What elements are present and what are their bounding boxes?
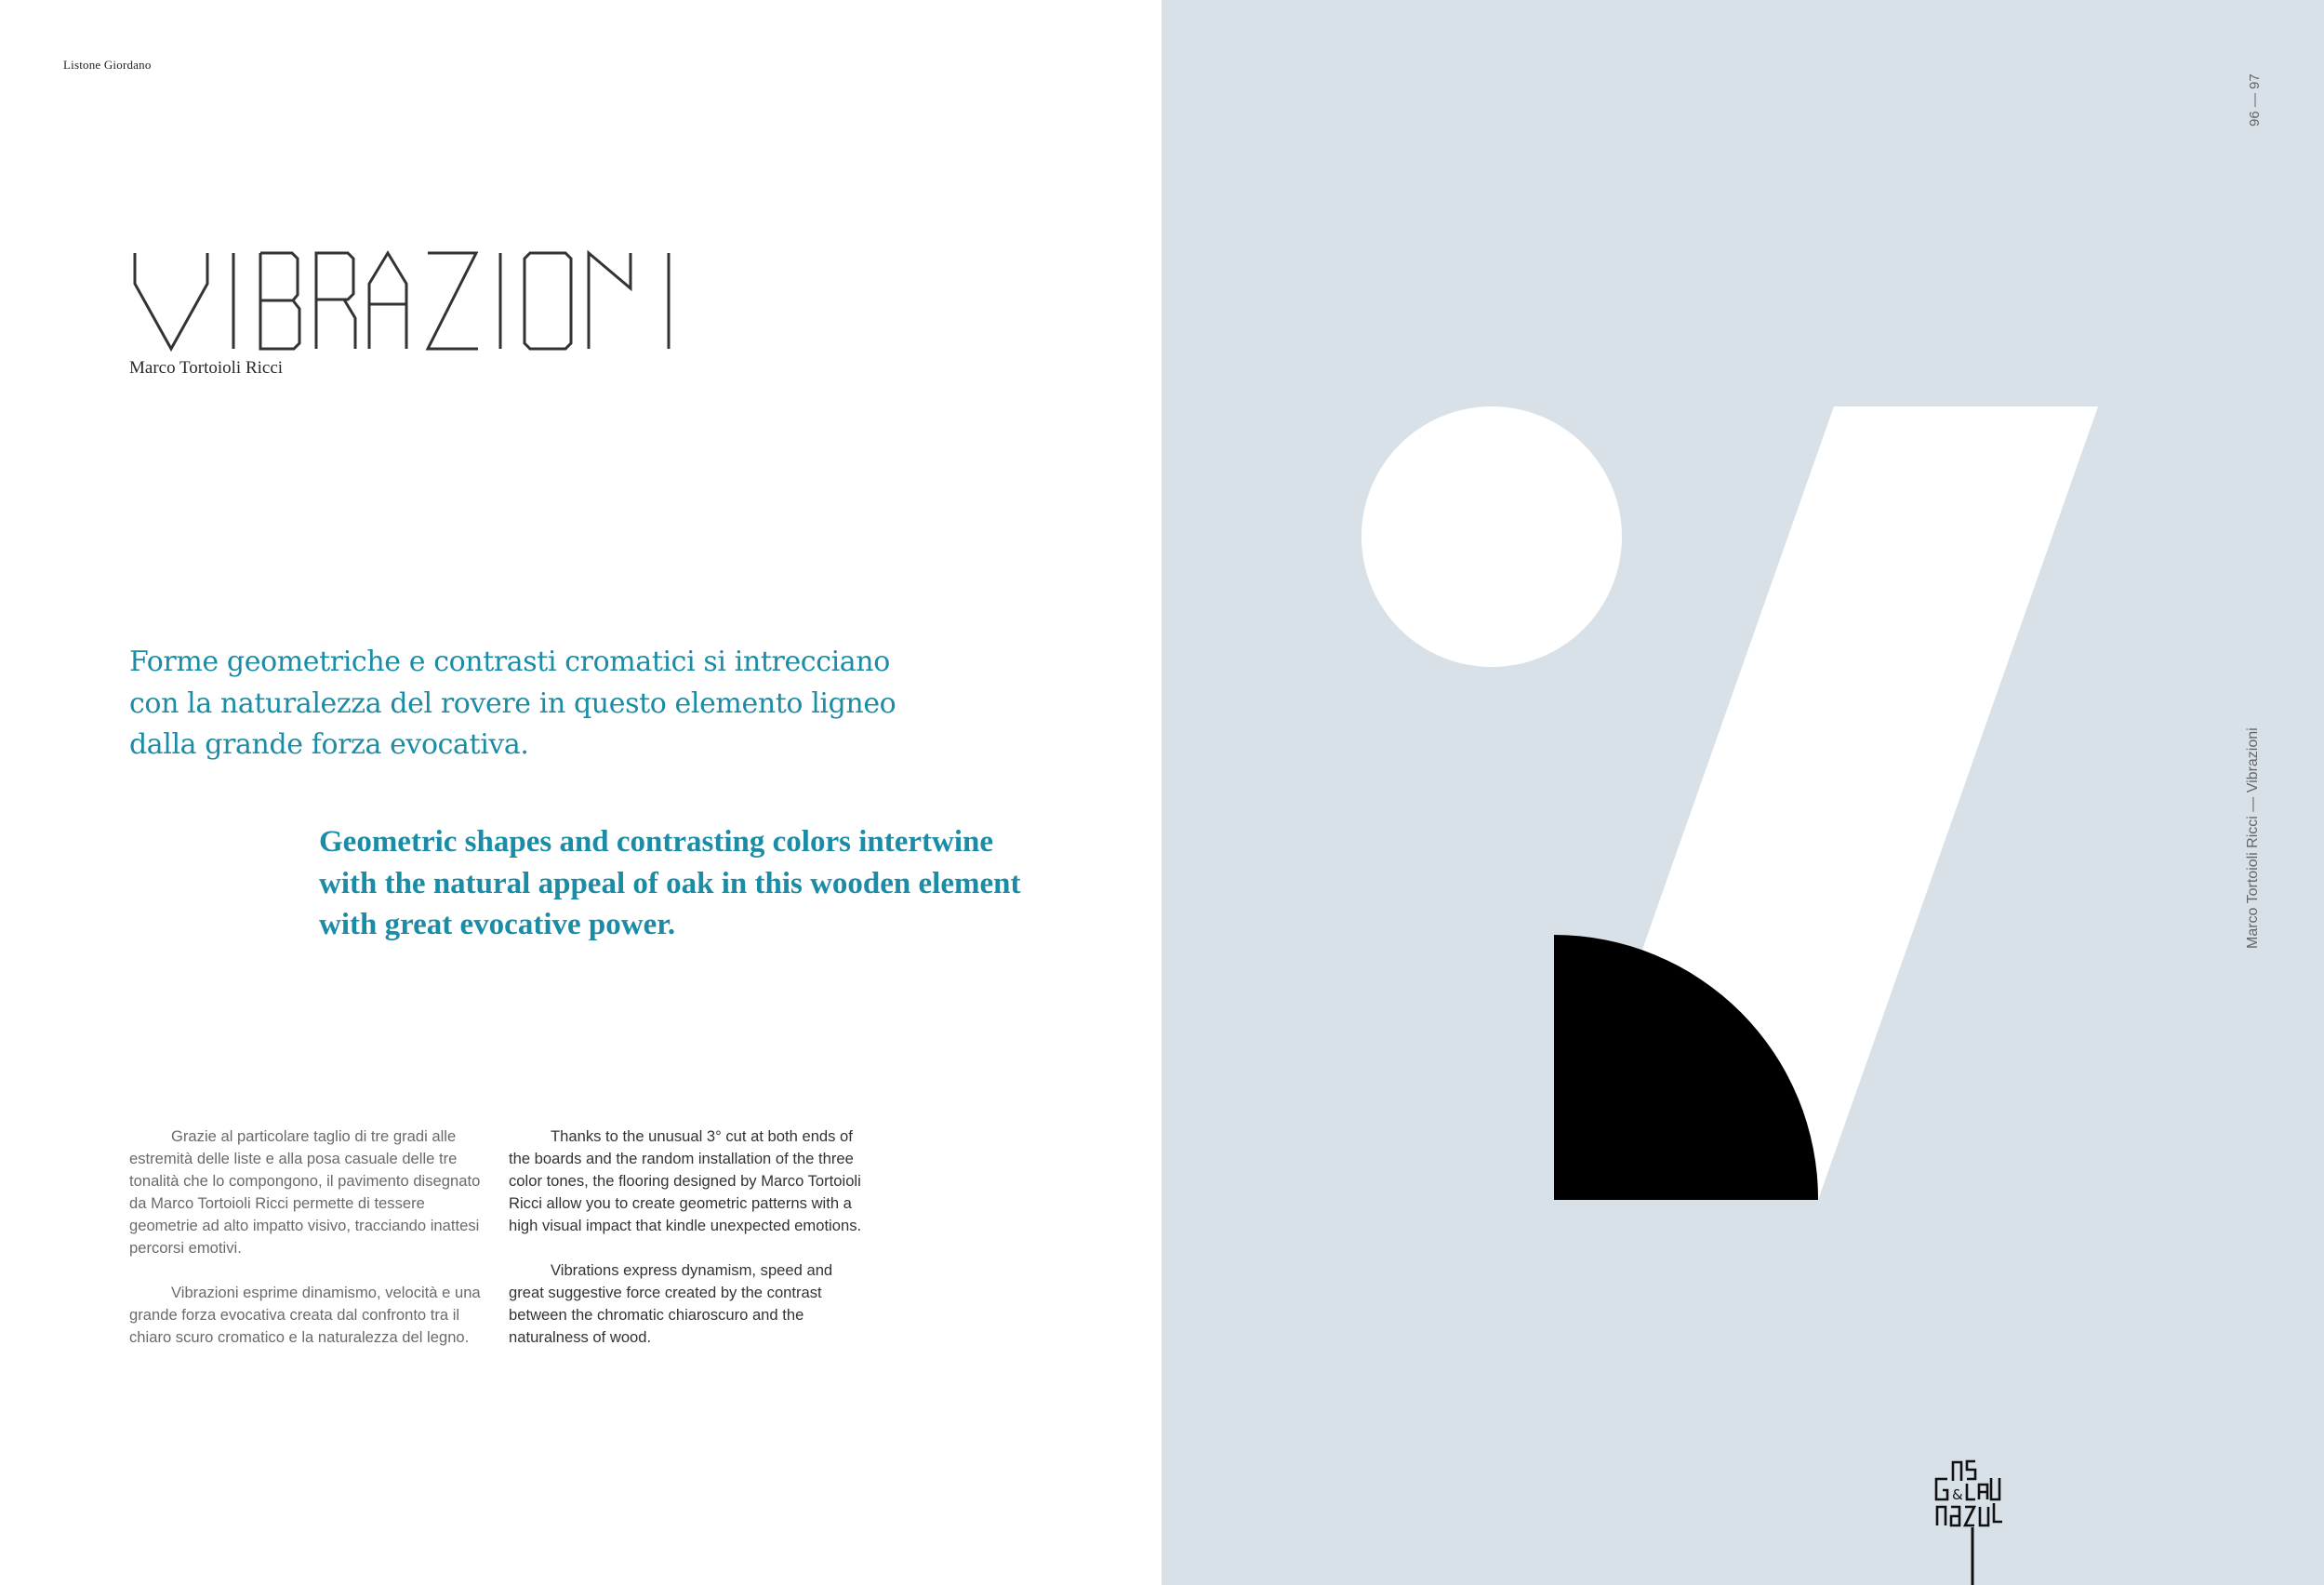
body-paragraph: Vibrations express dynamism, speed and great suggestive force created by the contrast between the chromatic chiaroscuro and the naturalness of wood. [509,1261,833,1346]
page-numbers: 96 — 97 [2247,73,2263,127]
right-page [1162,0,2324,1585]
geometric-artwork [1162,0,2324,1585]
body-column-italian [129,1125,492,1371]
lead-paragraph-italian: Forme geometriche e contrasti cromatici si intrecciano con la naturalezza del rovere in questo elemento ligneo dalla grande forza evocativa. [129,646,896,761]
lead-paragraph-english: Geometric shapes and contrasting colors intertwine with the natural appeal of oak in this wooden element with great evocative power. [319,825,1021,941]
author-name: Marco Tortoioli Ricci [129,358,284,378]
body-paragraph: Grazie al particolare taglio di tre gradi alle estremità delle liste e alla posa casuale delle tre tonalità che lo compongono, il pavimento disegnato da Marco Tortoioli Ricci permette di tessere geometrie ad alto impatto visivo, tracciando inattesi percorsi emotivi. [129,1127,481,1257]
white-circle-shape [1361,406,1622,667]
body-paragraph: Thanks to the unusual 3° cut at both ends of the boards and the random installation of the three color tones, the flooring designed by Marco Tortoioli Ricci allow you to create geometric patterns with a high visual impact that kindle unexpected emotions. [509,1127,862,1234]
body-paragraph: Vibrazioni esprime dinamismo, velocità e una grande forza evocativa creata dal confronto tra il chiaro scuro cromatico e la naturalezza del legno. [129,1284,481,1346]
article-title [132,251,671,353]
designer-monogram-logo [1936,1461,2002,1585]
brand-name: Listone Giordano [63,58,152,72]
svg-text:&: & [1952,1486,1963,1503]
side-caption: Marco Tortoioli Ricci — Vibrazioni [2245,727,2261,949]
body-column-english [509,1125,871,1371]
